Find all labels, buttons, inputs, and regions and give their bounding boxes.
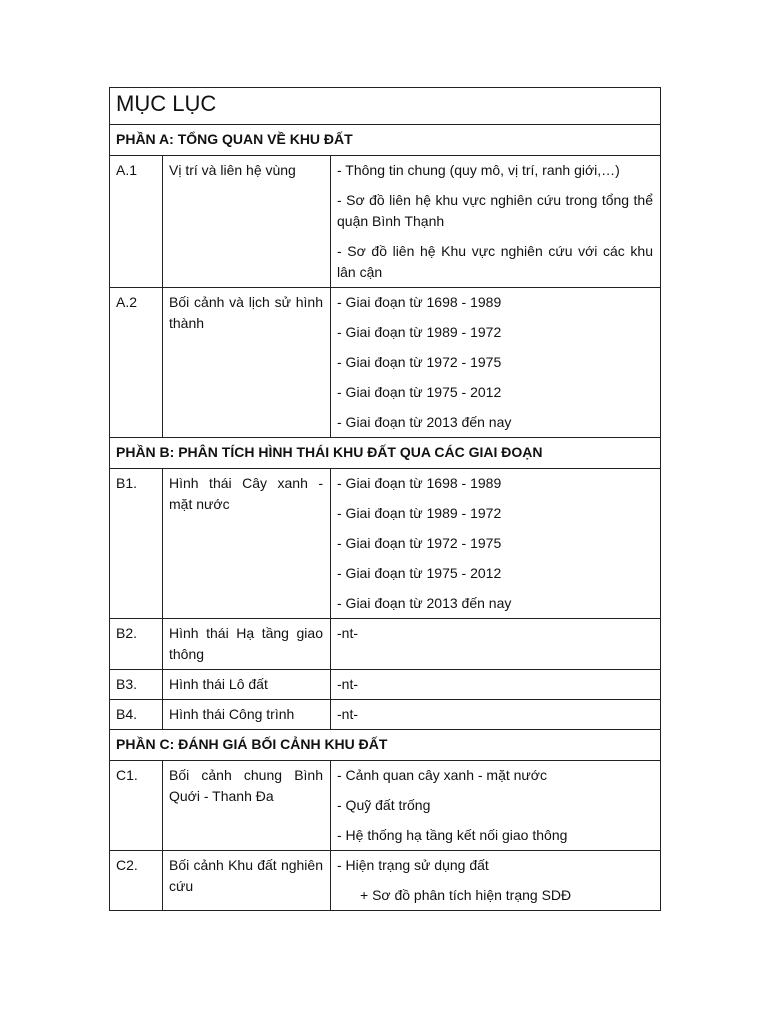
section-item: - Giai đoạn từ 1972 - 1975 <box>337 354 502 370</box>
section-name: Hình thái Công trình <box>163 700 331 730</box>
section-item: - Giai đoạn từ 1989 - 1972 <box>337 505 502 521</box>
section-item: -nt- <box>337 706 358 722</box>
section-item: - Giai đoạn từ 1698 - 1989 <box>337 294 502 310</box>
section-items <box>331 700 661 730</box>
section-item: + Sơ đồ phân tích hiện trạng SDĐ <box>360 887 572 903</box>
toc-row <box>110 670 661 700</box>
section-item: - Sơ đồ liên hệ khu vực nghiên cứu trong tổng thể quận Bình Thạnh <box>337 192 653 229</box>
section-item: - Giai đoạn từ 1698 - 1989 <box>337 475 502 491</box>
part-heading-row <box>110 125 661 156</box>
toc-row <box>110 761 661 851</box>
section-item: - Sơ đồ liên hệ Khu vực nghiên cứu với các khu lân cận <box>337 243 653 280</box>
toc-row <box>110 700 661 730</box>
part-heading: PHẦN C: ĐÁNH GIÁ BỐI CẢNH KHU ĐẤT <box>110 730 661 761</box>
section-item: - Quỹ đất trống <box>337 797 431 813</box>
section-items <box>331 851 661 911</box>
part-heading-row <box>110 730 661 761</box>
title-cell <box>110 88 661 125</box>
section-items <box>331 156 661 288</box>
section-items <box>331 670 661 700</box>
section-name: Vị trí và liên hệ vùng <box>163 156 331 288</box>
section-item: - Hệ thống hạ tầng kết nối giao thông <box>337 827 568 843</box>
section-name: Hình thái Cây xanh - mặt nước <box>163 469 331 619</box>
toc-row <box>110 156 661 288</box>
toc-row <box>110 469 661 619</box>
section-name: Bối cảnh Khu đất nghiên cứu <box>163 851 331 911</box>
section-name: Bối cảnh chung Bình Quới - Thanh Đa <box>163 761 331 851</box>
table-of-contents <box>109 87 661 911</box>
section-code: C1. <box>110 761 163 851</box>
section-code: A.1 <box>110 156 163 288</box>
section-code: C2. <box>110 851 163 911</box>
section-code: B4. <box>110 700 163 730</box>
section-items <box>331 288 661 438</box>
part-heading: PHẦN A: TỔNG QUAN VỀ KHU ĐẤT <box>110 125 661 156</box>
section-code: B1. <box>110 469 163 619</box>
section-item: - Giai đoạn từ 2013 đến nay <box>337 414 512 430</box>
toc-body <box>110 88 661 911</box>
section-items <box>331 469 661 619</box>
section-items <box>331 619 661 670</box>
section-item: - Giai đoạn từ 1975 - 2012 <box>337 384 502 400</box>
part-heading: PHẦN B: PHÂN TÍCH HÌNH THÁI KHU ĐẤT QUA CÁC GIAI ĐOẠN <box>110 438 661 469</box>
title-row <box>110 88 661 125</box>
section-item: -nt- <box>337 676 358 692</box>
section-name: Hình thái Lô đất <box>163 670 331 700</box>
section-name: Hình thái Hạ tầng giao thông <box>163 619 331 670</box>
toc-row <box>110 288 661 438</box>
section-item: - Thông tin chung (quy mô, vị trí, ranh giới,…) <box>337 162 620 178</box>
toc-row <box>110 619 661 670</box>
section-item: - Giai đoạn từ 1975 - 2012 <box>337 565 502 581</box>
section-item: -nt- <box>337 625 358 641</box>
section-item: - Giai đoạn từ 2013 đến nay <box>337 595 512 611</box>
section-name: Bối cảnh và lịch sử hình thành <box>163 288 331 438</box>
section-items <box>331 761 661 851</box>
part-heading-row <box>110 438 661 469</box>
section-code: B2. <box>110 619 163 670</box>
document-title: MỤC LỤC <box>116 91 217 116</box>
section-code: B3. <box>110 670 163 700</box>
section-item: - Cảnh quan cây xanh - mặt nước <box>337 767 547 783</box>
toc-row <box>110 851 661 911</box>
section-item: - Hiện trạng sử dụng đất <box>337 857 489 873</box>
section-item: - Giai đoạn từ 1989 - 1972 <box>337 324 502 340</box>
section-item: - Giai đoạn từ 1972 - 1975 <box>337 535 502 551</box>
section-code: A.2 <box>110 288 163 438</box>
